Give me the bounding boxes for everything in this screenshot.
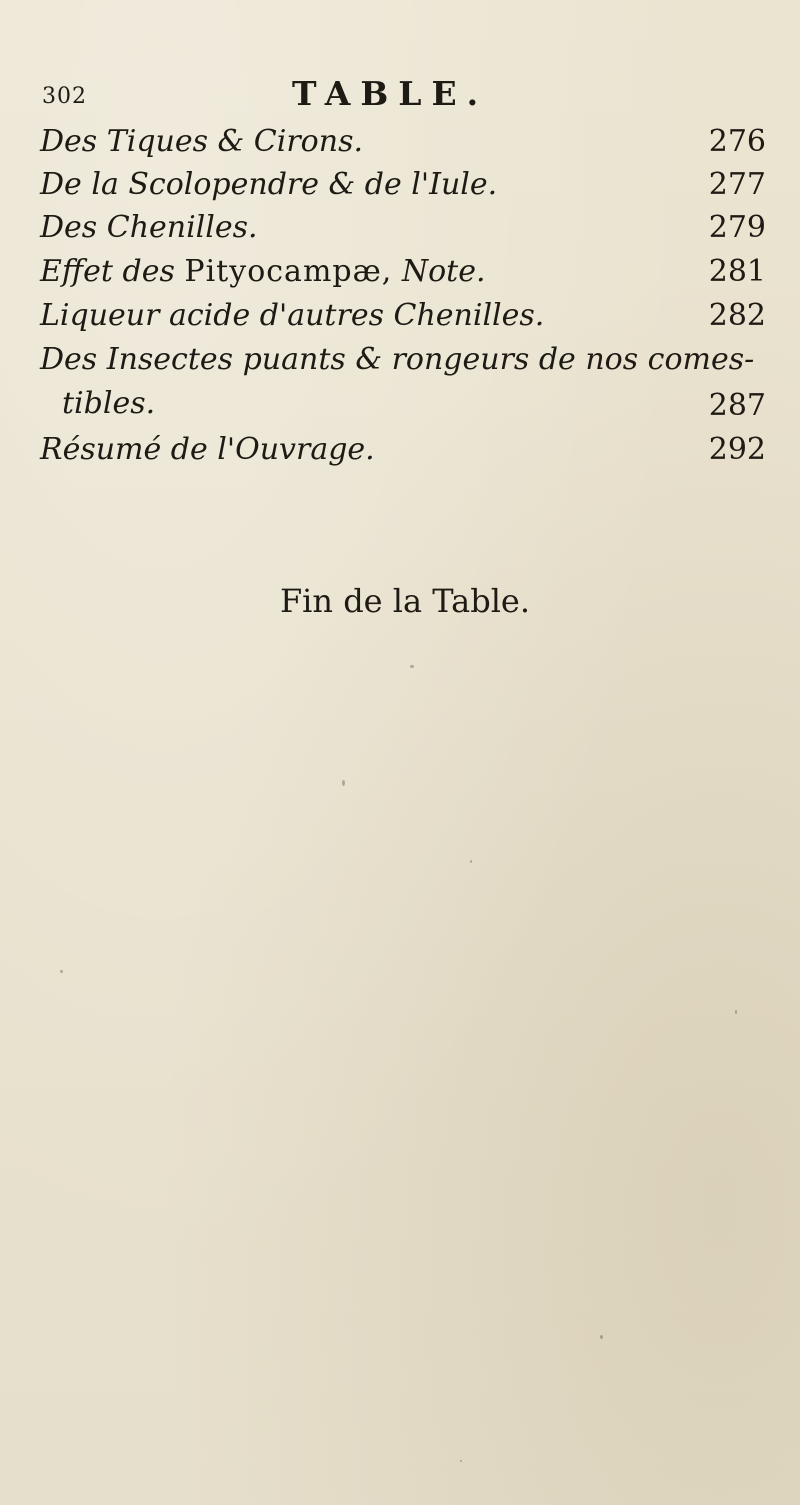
toc-entry — [40, 254, 770, 298]
toc-entry-page: 282 — [708, 298, 766, 333]
toc-entry-title-note: Note. — [401, 254, 486, 289]
toc-entry-title: Des Tiques & Cirons. — [40, 124, 363, 159]
toc-entry — [40, 167, 770, 211]
paper-speck — [60, 970, 63, 973]
toc-entry-page: 279 — [708, 210, 766, 245]
toc-entry — [40, 124, 770, 168]
toc-entry-title — [40, 254, 486, 289]
paper-speck — [342, 780, 345, 786]
toc-entry-title-part: Effet des — [40, 254, 175, 289]
toc-entry-title: De la Scolopendre & de l'Iule. — [40, 167, 498, 202]
paper-speck — [460, 1460, 462, 1462]
toc-entry-title: Résumé de l'Ouvrage. — [40, 432, 375, 467]
toc-entry-page: 292 — [708, 432, 766, 467]
paper-speck — [600, 1335, 603, 1339]
running-title: TABLE. — [292, 74, 489, 113]
toc-entry — [40, 342, 770, 430]
end-of-table-text: Fin de la Table. — [279, 582, 531, 620]
page-header — [40, 70, 760, 120]
toc-entry — [40, 432, 770, 476]
paper-speck — [470, 860, 472, 863]
toc-entry-title: Des Chenilles. — [40, 210, 258, 245]
toc-entry-page: 277 — [708, 167, 766, 202]
paper-speck — [410, 665, 414, 668]
toc-entry-page: 281 — [708, 254, 766, 289]
toc-entry-title: Des Insectes puants & rongeurs de nos comes- — [40, 342, 755, 377]
toc-entry-page: 276 — [708, 124, 766, 159]
toc-entry-title-continuation: tibles. — [62, 386, 156, 421]
page-number: 302 — [42, 84, 87, 109]
toc-entry — [40, 298, 770, 342]
toc-entry-page: 287 — [708, 388, 766, 423]
paper-speck — [735, 1010, 737, 1014]
toc-entry — [40, 210, 770, 254]
toc-entry-title-latin: Pityocampæ, — [184, 254, 393, 289]
toc-entry-title: Liqueur acide d'autres Chenilles. — [40, 298, 545, 333]
